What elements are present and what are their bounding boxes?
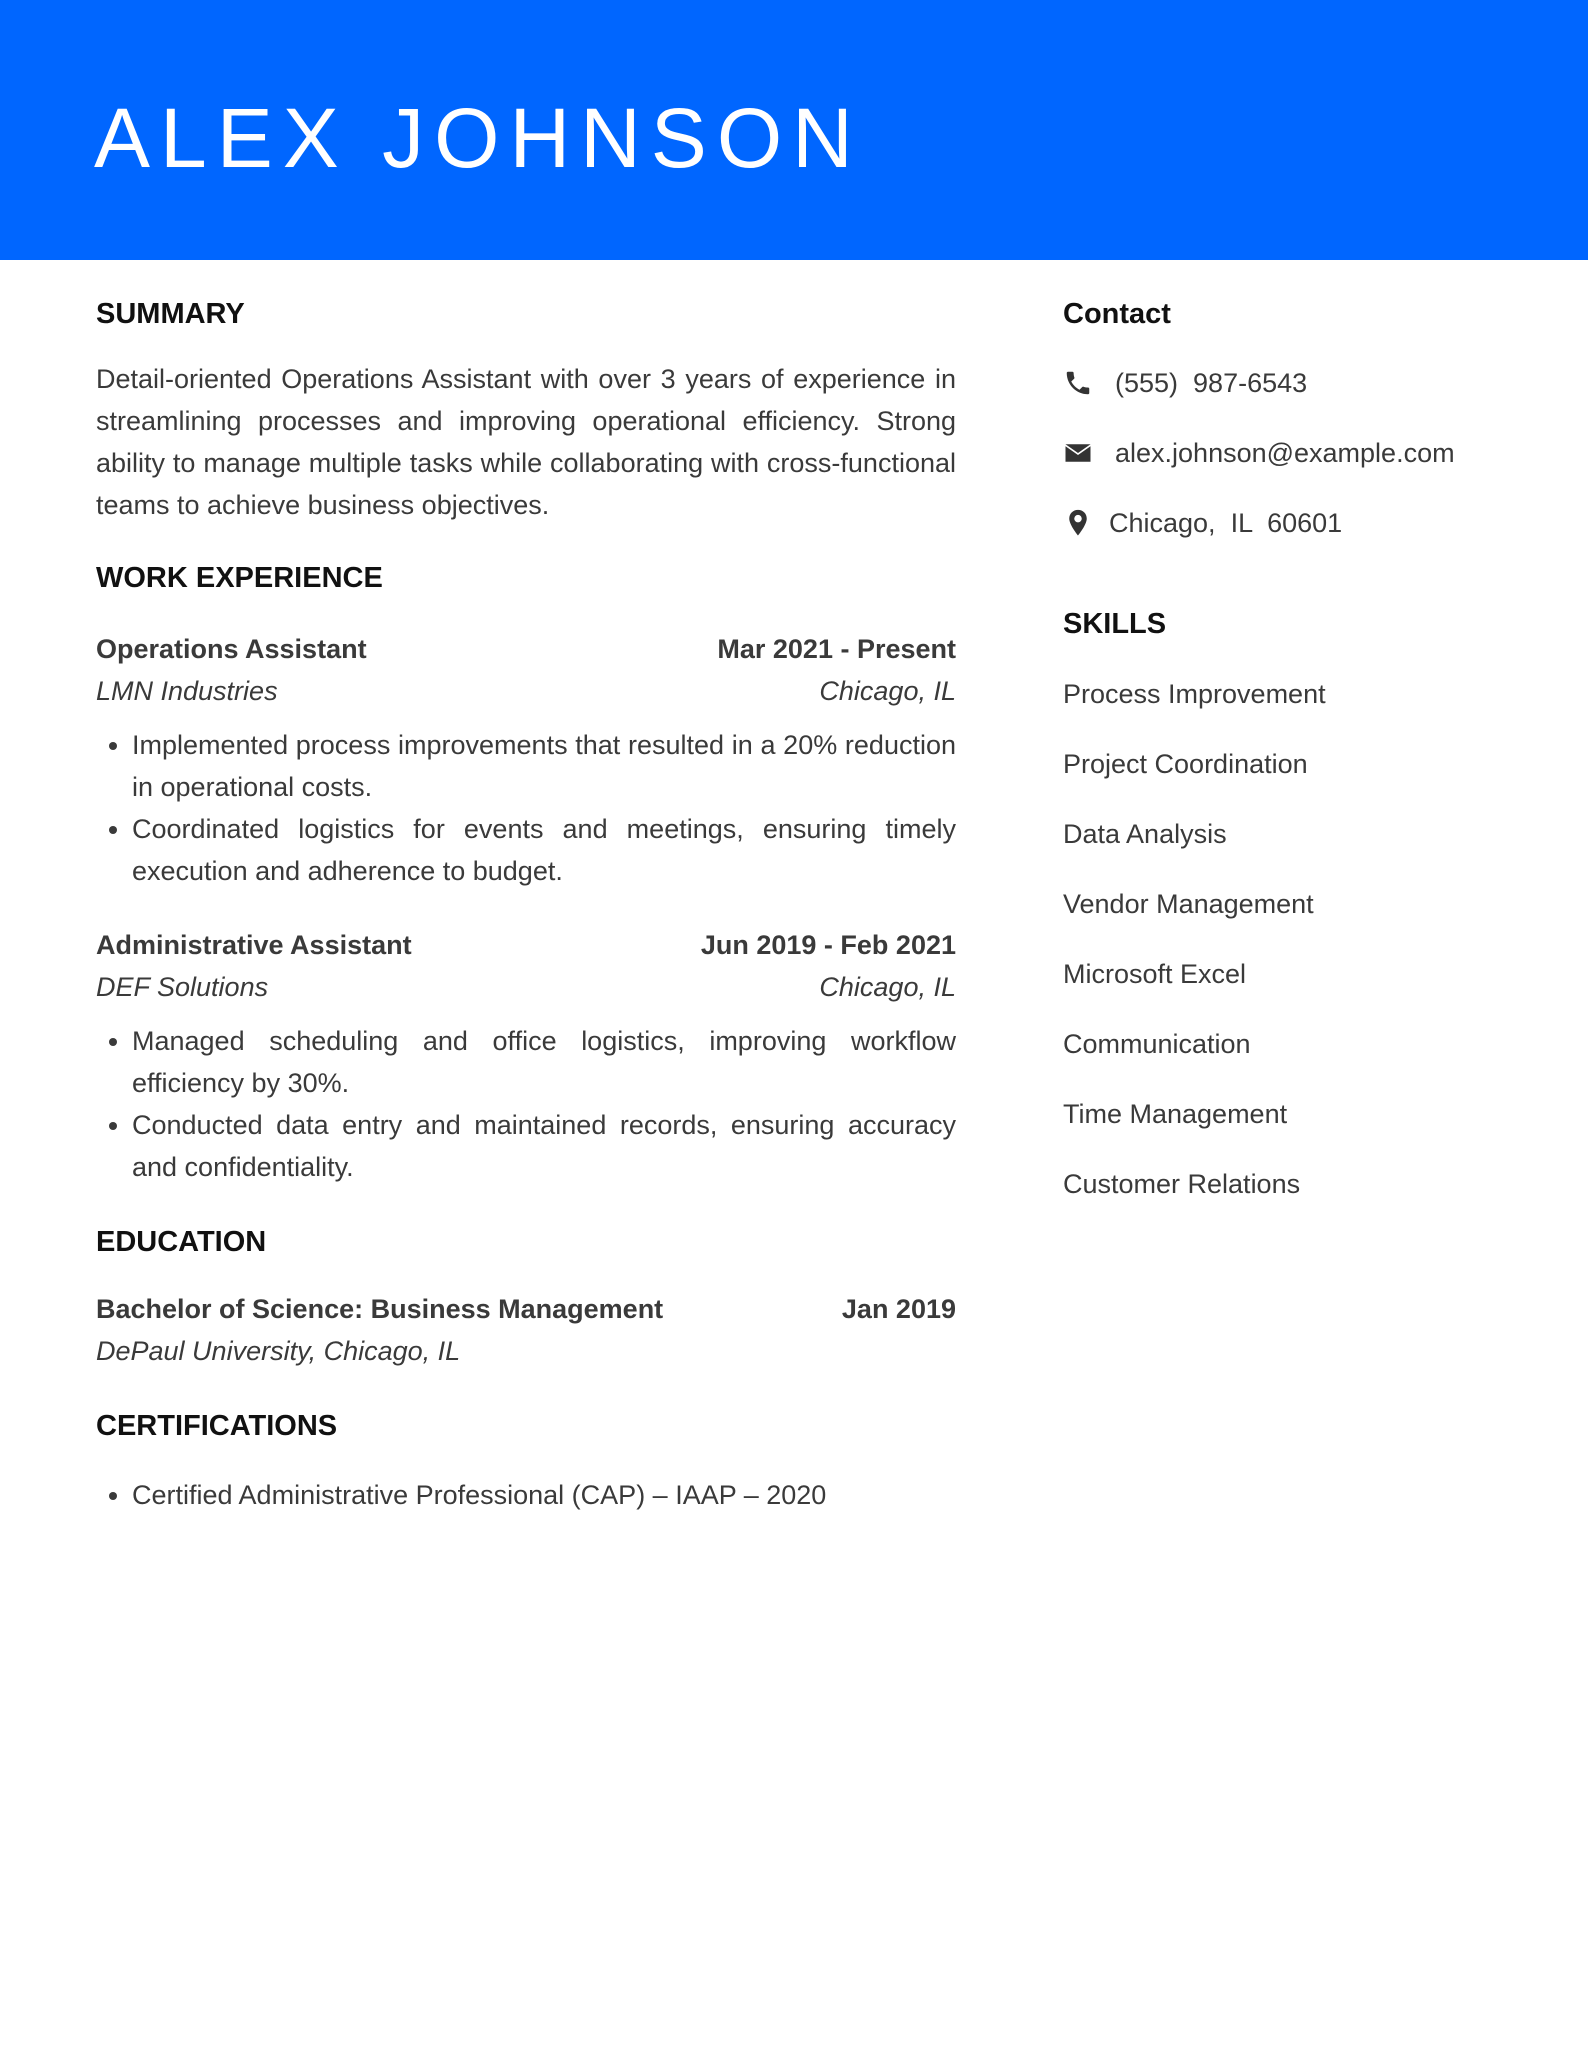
work-experience-title: WORK EXPERIENCE bbox=[96, 562, 383, 594]
skill-item: Vendor Management bbox=[1063, 889, 1314, 919]
contact-location bbox=[1063, 502, 1543, 544]
job-bullet: • Coordinated logistics for events and meetings, ensuring timely execution and adherence to budget. bbox=[132, 808, 956, 892]
summary-title: SUMMARY bbox=[96, 298, 245, 330]
skill-item: Process Improvement bbox=[1063, 679, 1326, 709]
job-location: Chicago, IL bbox=[819, 676, 956, 706]
skill-item: Microsoft Excel bbox=[1063, 959, 1247, 989]
certifications-section bbox=[96, 1408, 956, 1516]
contact-section bbox=[1063, 296, 1543, 544]
education-date: Jan 2019 bbox=[841, 1294, 956, 1324]
phone-icon bbox=[1063, 368, 1093, 398]
job-bullet: • Implemented process improvements that resulted in a 20% reduction in operational costs. bbox=[132, 724, 956, 808]
work-experience-section bbox=[96, 560, 956, 1188]
phone-text[interactable]: (555) 987-6543 bbox=[1115, 367, 1308, 398]
certification-item: • Certified Administrative Professional (CAP) – IAAP – 2020 bbox=[132, 1474, 956, 1516]
skills-section bbox=[1063, 606, 1543, 1202]
school: DePaul University, Chicago, IL bbox=[96, 1336, 461, 1366]
skill-item: Project Coordination bbox=[1063, 749, 1308, 779]
header-banner bbox=[0, 0, 1588, 260]
skill-item: Customer Relations bbox=[1063, 1169, 1301, 1199]
envelope-icon bbox=[1063, 438, 1093, 468]
job-entry bbox=[96, 628, 956, 892]
job-title: Administrative Assistant bbox=[96, 930, 412, 960]
main-column bbox=[96, 260, 956, 1516]
location-text: Chicago, IL 60601 bbox=[1109, 507, 1343, 538]
candidate-name: ALEX JOHNSON bbox=[94, 91, 863, 185]
education-title: EDUCATION bbox=[96, 1226, 267, 1258]
contact-email bbox=[1063, 432, 1543, 474]
job-company: LMN Industries bbox=[96, 676, 278, 706]
email-link[interactable]: alex.johnson@example.com bbox=[1115, 437, 1455, 468]
certifications-list bbox=[96, 1474, 956, 1516]
job-location: Chicago, IL bbox=[819, 972, 956, 1002]
job-bullets bbox=[96, 1020, 956, 1188]
job-dates: Jun 2019 - Feb 2021 bbox=[700, 930, 956, 960]
job-dates: Mar 2021 - Present bbox=[717, 634, 956, 664]
degree: Bachelor of Science: Business Management bbox=[96, 1294, 664, 1324]
certifications-title: CERTIFICATIONS bbox=[96, 1410, 338, 1442]
skills-list bbox=[1063, 676, 1543, 1202]
job-company: DEF Solutions bbox=[96, 972, 269, 1002]
job-bullet: • Conducted data entry and maintained records, ensuring accuracy and confidentiality. bbox=[132, 1104, 956, 1188]
contact-phone bbox=[1063, 362, 1543, 404]
map-pin-icon bbox=[1063, 508, 1093, 538]
contact-title: Contact bbox=[1063, 298, 1171, 330]
summary-section bbox=[96, 296, 956, 526]
skills-title: SKILLS bbox=[1063, 608, 1167, 640]
sidebar-column bbox=[1063, 260, 1543, 1202]
job-entry bbox=[96, 924, 956, 1188]
job-title: Operations Assistant bbox=[96, 634, 367, 664]
skill-item: Data Analysis bbox=[1063, 819, 1227, 849]
skill-item: Communication bbox=[1063, 1029, 1251, 1059]
job-bullets bbox=[96, 724, 956, 892]
skill-item: Time Management bbox=[1063, 1099, 1288, 1129]
summary-text: Detail-oriented Operations Assistant with over 3 years of experience in streamlining processes and improving operational efficiency. Strong ability to manage multiple tasks while collaborating with cross-functional teams to achieve business objectives. bbox=[96, 364, 956, 520]
job-bullet: • Managed scheduling and office logistics, improving workflow efficiency by 30%. bbox=[132, 1020, 956, 1104]
education-section bbox=[96, 1224, 956, 1372]
